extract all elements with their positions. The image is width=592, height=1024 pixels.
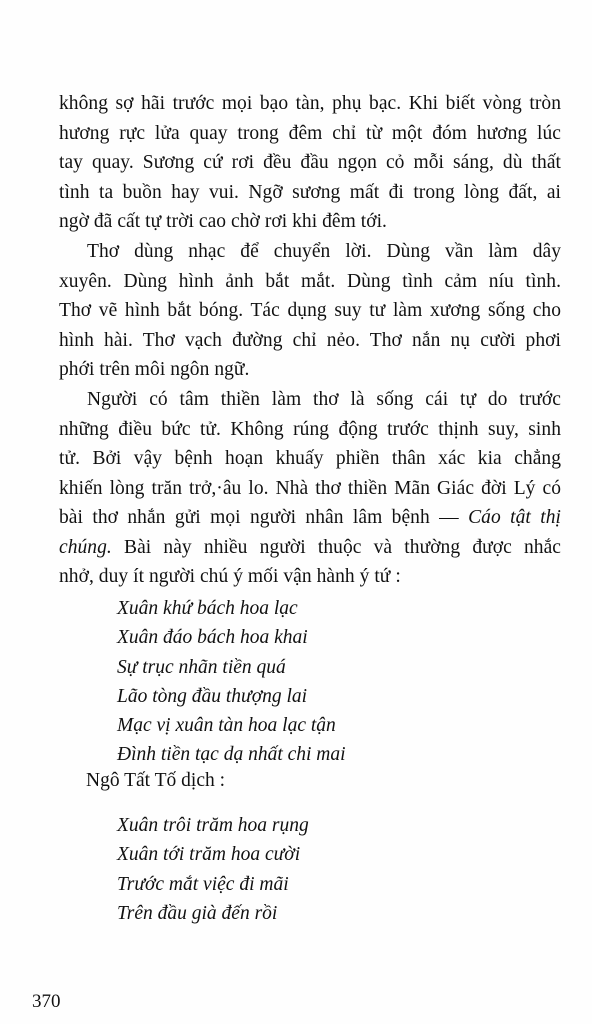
poem-translation [117, 811, 309, 928]
paragraph-line: những điều bức tử. Không rúng động trước thịnh suy, sinh [59, 418, 561, 440]
poem-verse: Mạc vị xuân tàn hoa lạc tận [117, 715, 336, 737]
poem-verse: Đình tiền tạc dạ nhất chi mai [117, 744, 346, 766]
page-number: 370 [32, 991, 61, 1012]
poem-verse: Trước mắt việc đi mãi [117, 873, 289, 895]
poem-verse: Xuân tới trăm hoa cười [117, 844, 301, 866]
paragraph-line: không sợ hãi trước mọi bạo tàn, phụ bạc. Khi biết vòng tròn [59, 93, 561, 114]
poem-verse: Xuân đáo bách hoa khai [117, 627, 308, 649]
paragraph-line: Người có tâm thiền làm thơ là sống cái tự do trước [87, 389, 561, 410]
paragraph-line: tay quay. Sương cứ rơi đều đầu ngọn cỏ mỗi sáng, dù thất [59, 152, 561, 173]
paragraph-line: Thơ dùng nhạc để chuyển lời. Dùng vần làm dây [87, 241, 561, 262]
paragraph-line: phới trên môi ngôn ngữ. [59, 359, 250, 380]
paragraph-line: hương rực lửa quay trong đêm chỉ từ một đóm hương lúc [59, 122, 561, 144]
paragraph-line [59, 533, 561, 563]
poem-verse: Trên đầu già đến rồi [117, 902, 278, 924]
poem-verse: Xuân khứ bách hoa lạc [117, 598, 298, 619]
paragraph-line: hình hài. Thơ vạch đường chỉ nẻo. Thơ nắn nụ cười phơi [59, 329, 561, 351]
paragraph-line: tử. Bởi vậy bệnh hoạn khuấy phiền thân xác kia chẳng [59, 448, 561, 469]
paragraph-line: khiến lòng trăn trở,·âu lo. Nhà thơ thiền Mãn Giác đời Lý có [59, 477, 561, 499]
poem-verse: Sự trục nhãn tiền quá [117, 656, 286, 678]
paragraph-line: tình ta buồn hay vui. Ngỡ sương mất đi trong lòng đất, ai [59, 181, 561, 203]
paragraph-line-text: Bài này nhiều người thuộc và thường được nhắc [111, 536, 561, 558]
paragraph-line: ngờ đã cất tự trời cao chờ rơi khi đêm tới. [59, 211, 387, 232]
paragraph-line: xuyên. Dùng hình ảnh bắt mắt. Dùng tình cảm níu tình. [59, 270, 561, 292]
poem-verse: Lão tòng đầu thượng lai [117, 685, 308, 707]
paragraph-line-text: bài thơ nhắn gửi mọi người nhân lâm bệnh — [59, 507, 469, 528]
translator-caption: Ngô Tất Tố dịch : [86, 770, 226, 791]
paragraph-2 [59, 237, 561, 385]
poem-title-italic: Cáo tật thị [468, 507, 562, 528]
paragraph-line: Thơ vẽ hình bắt bóng. Tác dụng suy tư làm xương sống cho [59, 300, 561, 321]
paragraph-1 [59, 89, 561, 237]
poem-original [117, 594, 346, 770]
poem-verse: Xuân trôi trăm hoa rụng [117, 815, 309, 836]
paragraph-3 [59, 385, 561, 592]
paragraph-line [59, 503, 561, 533]
poem-title-italic: chúng. [59, 536, 112, 558]
paragraph-line: nhở, duy ít người chú ý mối vận hành ý tứ : [59, 566, 401, 587]
